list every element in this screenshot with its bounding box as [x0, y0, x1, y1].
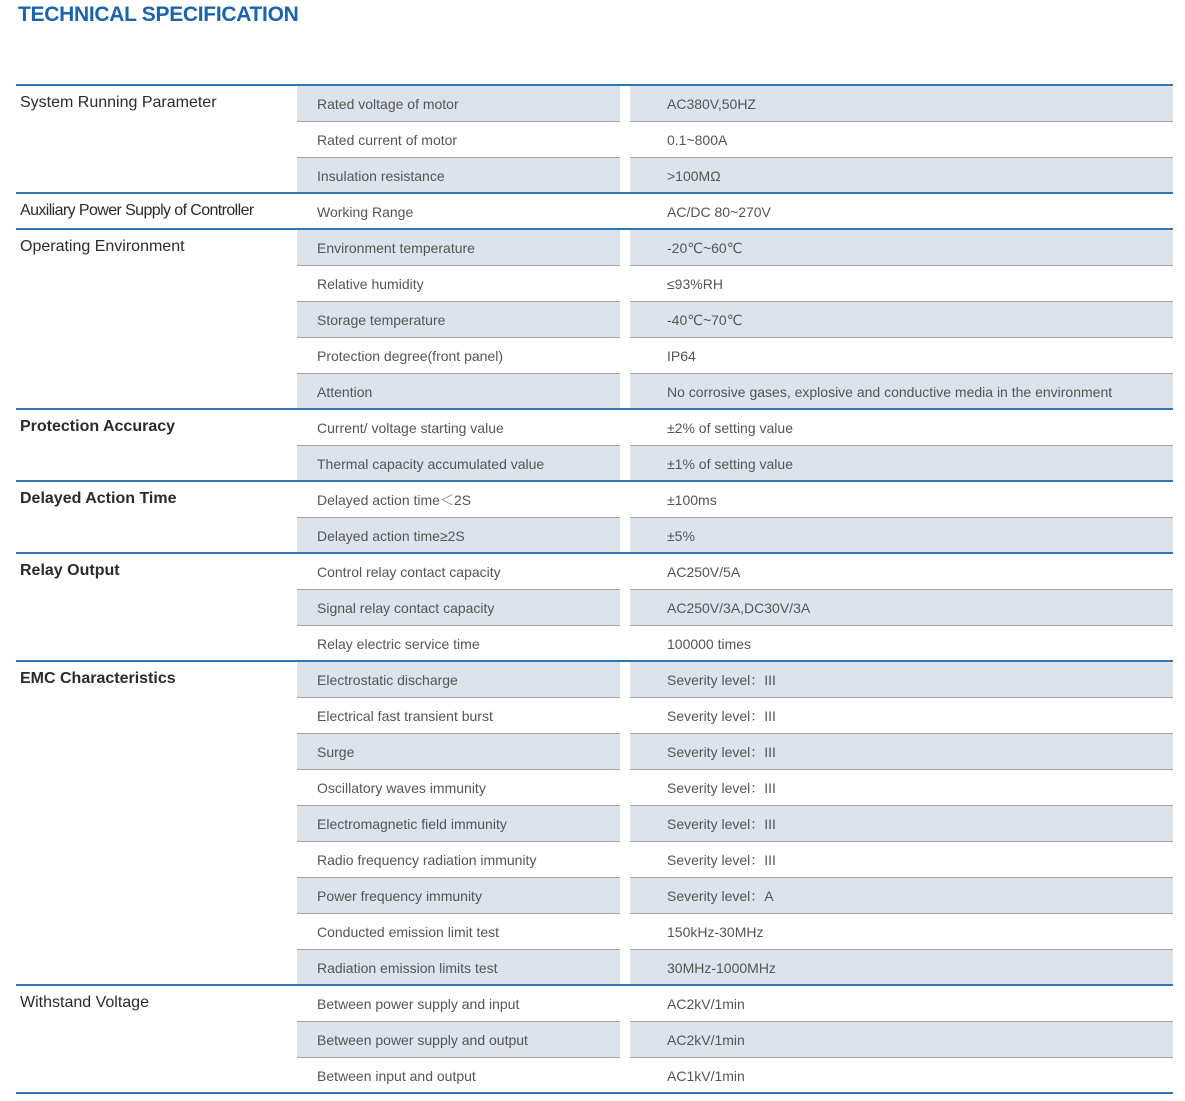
value-cell: AC1kV/1min: [667, 1068, 745, 1084]
value-cell: Severity level：III: [630, 806, 1173, 841]
value-cell: AC2kV/1min: [667, 996, 745, 1012]
table-bottom-border: [16, 1092, 1173, 1094]
parameter-cell: Conducted emission limit test: [317, 924, 500, 940]
value-cell: 0.1~800A: [667, 132, 728, 148]
page-title: TECHNICAL SPECIFICATION: [18, 3, 299, 26]
group-label-relay-output: Relay Output: [20, 562, 120, 579]
value-cell: -20℃~60℃: [630, 230, 1173, 265]
value-cell: 150kHz-30MHz: [667, 924, 764, 940]
group-label-emc-characteristics: EMC Characteristics: [20, 670, 176, 687]
parameter-cell: Electromagnetic field immunity: [297, 806, 620, 841]
group-label-system-running-parameter: System Running Parameter: [20, 94, 217, 111]
parameter-cell: Working Range: [317, 204, 414, 220]
parameter-cell: Control relay contact capacity: [317, 564, 501, 580]
group-label-operating-environment: Operating Environment: [20, 238, 185, 255]
value-cell: Severity level：III: [630, 734, 1173, 769]
parameter-cell: Surge: [297, 734, 620, 769]
value-cell: AC2kV/1min: [630, 1022, 1173, 1057]
parameter-cell: Radio frequency radiation immunity: [317, 852, 537, 868]
parameter-cell: Rated current of motor: [317, 132, 458, 148]
parameter-cell: Relay electric service time: [317, 636, 480, 652]
value-cell: 30MHz-1000MHz: [630, 950, 1173, 985]
value-cell: -40℃~70℃: [630, 302, 1173, 337]
parameter-cell: Between power supply and output: [297, 1022, 620, 1057]
parameter-cell: Signal relay contact capacity: [297, 590, 620, 625]
parameter-cell: Between input and output: [317, 1068, 476, 1084]
value-cell: No corrosive gases, explosive and conductive media in the environment: [630, 374, 1173, 409]
value-cell: Severity level：A: [630, 878, 1173, 913]
group-label-delayed-action-time: Delayed Action Time: [20, 490, 177, 507]
parameter-cell: Protection degree(front panel): [317, 348, 503, 364]
value-cell: Severity level：III: [630, 662, 1173, 697]
value-cell: ±5%: [630, 518, 1173, 553]
parameter-cell: Current/ voltage starting value: [317, 420, 504, 436]
group-label-withstand-voltage: Withstand Voltage: [20, 994, 149, 1011]
value-cell: Severity level：III: [667, 708, 776, 724]
parameter-cell: Thermal capacity accumulated value: [297, 446, 620, 481]
value-cell: AC250V/3A,DC30V/3A: [630, 590, 1173, 625]
parameter-cell: Environment temperature: [297, 230, 620, 265]
parameter-cell: Insulation resistance: [297, 158, 620, 193]
parameter-cell: Delayed action time≥2S: [297, 518, 620, 553]
parameter-cell: Radiation emission limits test: [297, 950, 620, 985]
value-cell: ±100ms: [667, 492, 717, 508]
value-cell: AC380V,50HZ: [630, 86, 1173, 121]
value-cell: AC/DC 80~270V: [667, 204, 771, 220]
parameter-cell: Storage temperature: [297, 302, 620, 337]
value-cell: Severity level：III: [667, 780, 776, 796]
parameter-cell: Between power supply and input: [317, 996, 520, 1012]
value-cell: Severity level：III: [667, 852, 776, 868]
parameter-cell: Electrical fast transient burst: [317, 708, 493, 724]
parameter-cell: Electrostatic discharge: [297, 662, 620, 697]
value-cell: ±2% of setting value: [667, 420, 793, 436]
parameter-cell: Relative humidity: [317, 276, 424, 292]
group-label-auxiliary-power-supply-of-controller: Auxiliary Power Supply of Controller: [20, 202, 254, 219]
parameter-cell: Rated voltage of motor: [297, 86, 620, 121]
parameter-cell: Delayed action time＜2S: [317, 492, 472, 508]
parameter-cell: Oscillatory waves immunity: [317, 780, 486, 796]
value-cell: ±1% of setting value: [630, 446, 1173, 481]
value-cell: ≤93%RH: [667, 276, 723, 292]
value-cell: >100MΩ: [630, 158, 1173, 193]
value-cell: AC250V/5A: [667, 564, 741, 580]
value-cell: IP64: [667, 348, 696, 364]
parameter-cell: Attention: [297, 374, 620, 409]
group-label-protection-accuracy: Protection Accuracy: [20, 418, 176, 435]
parameter-cell: Power frequency immunity: [297, 878, 620, 913]
value-cell: 100000 times: [667, 636, 752, 652]
